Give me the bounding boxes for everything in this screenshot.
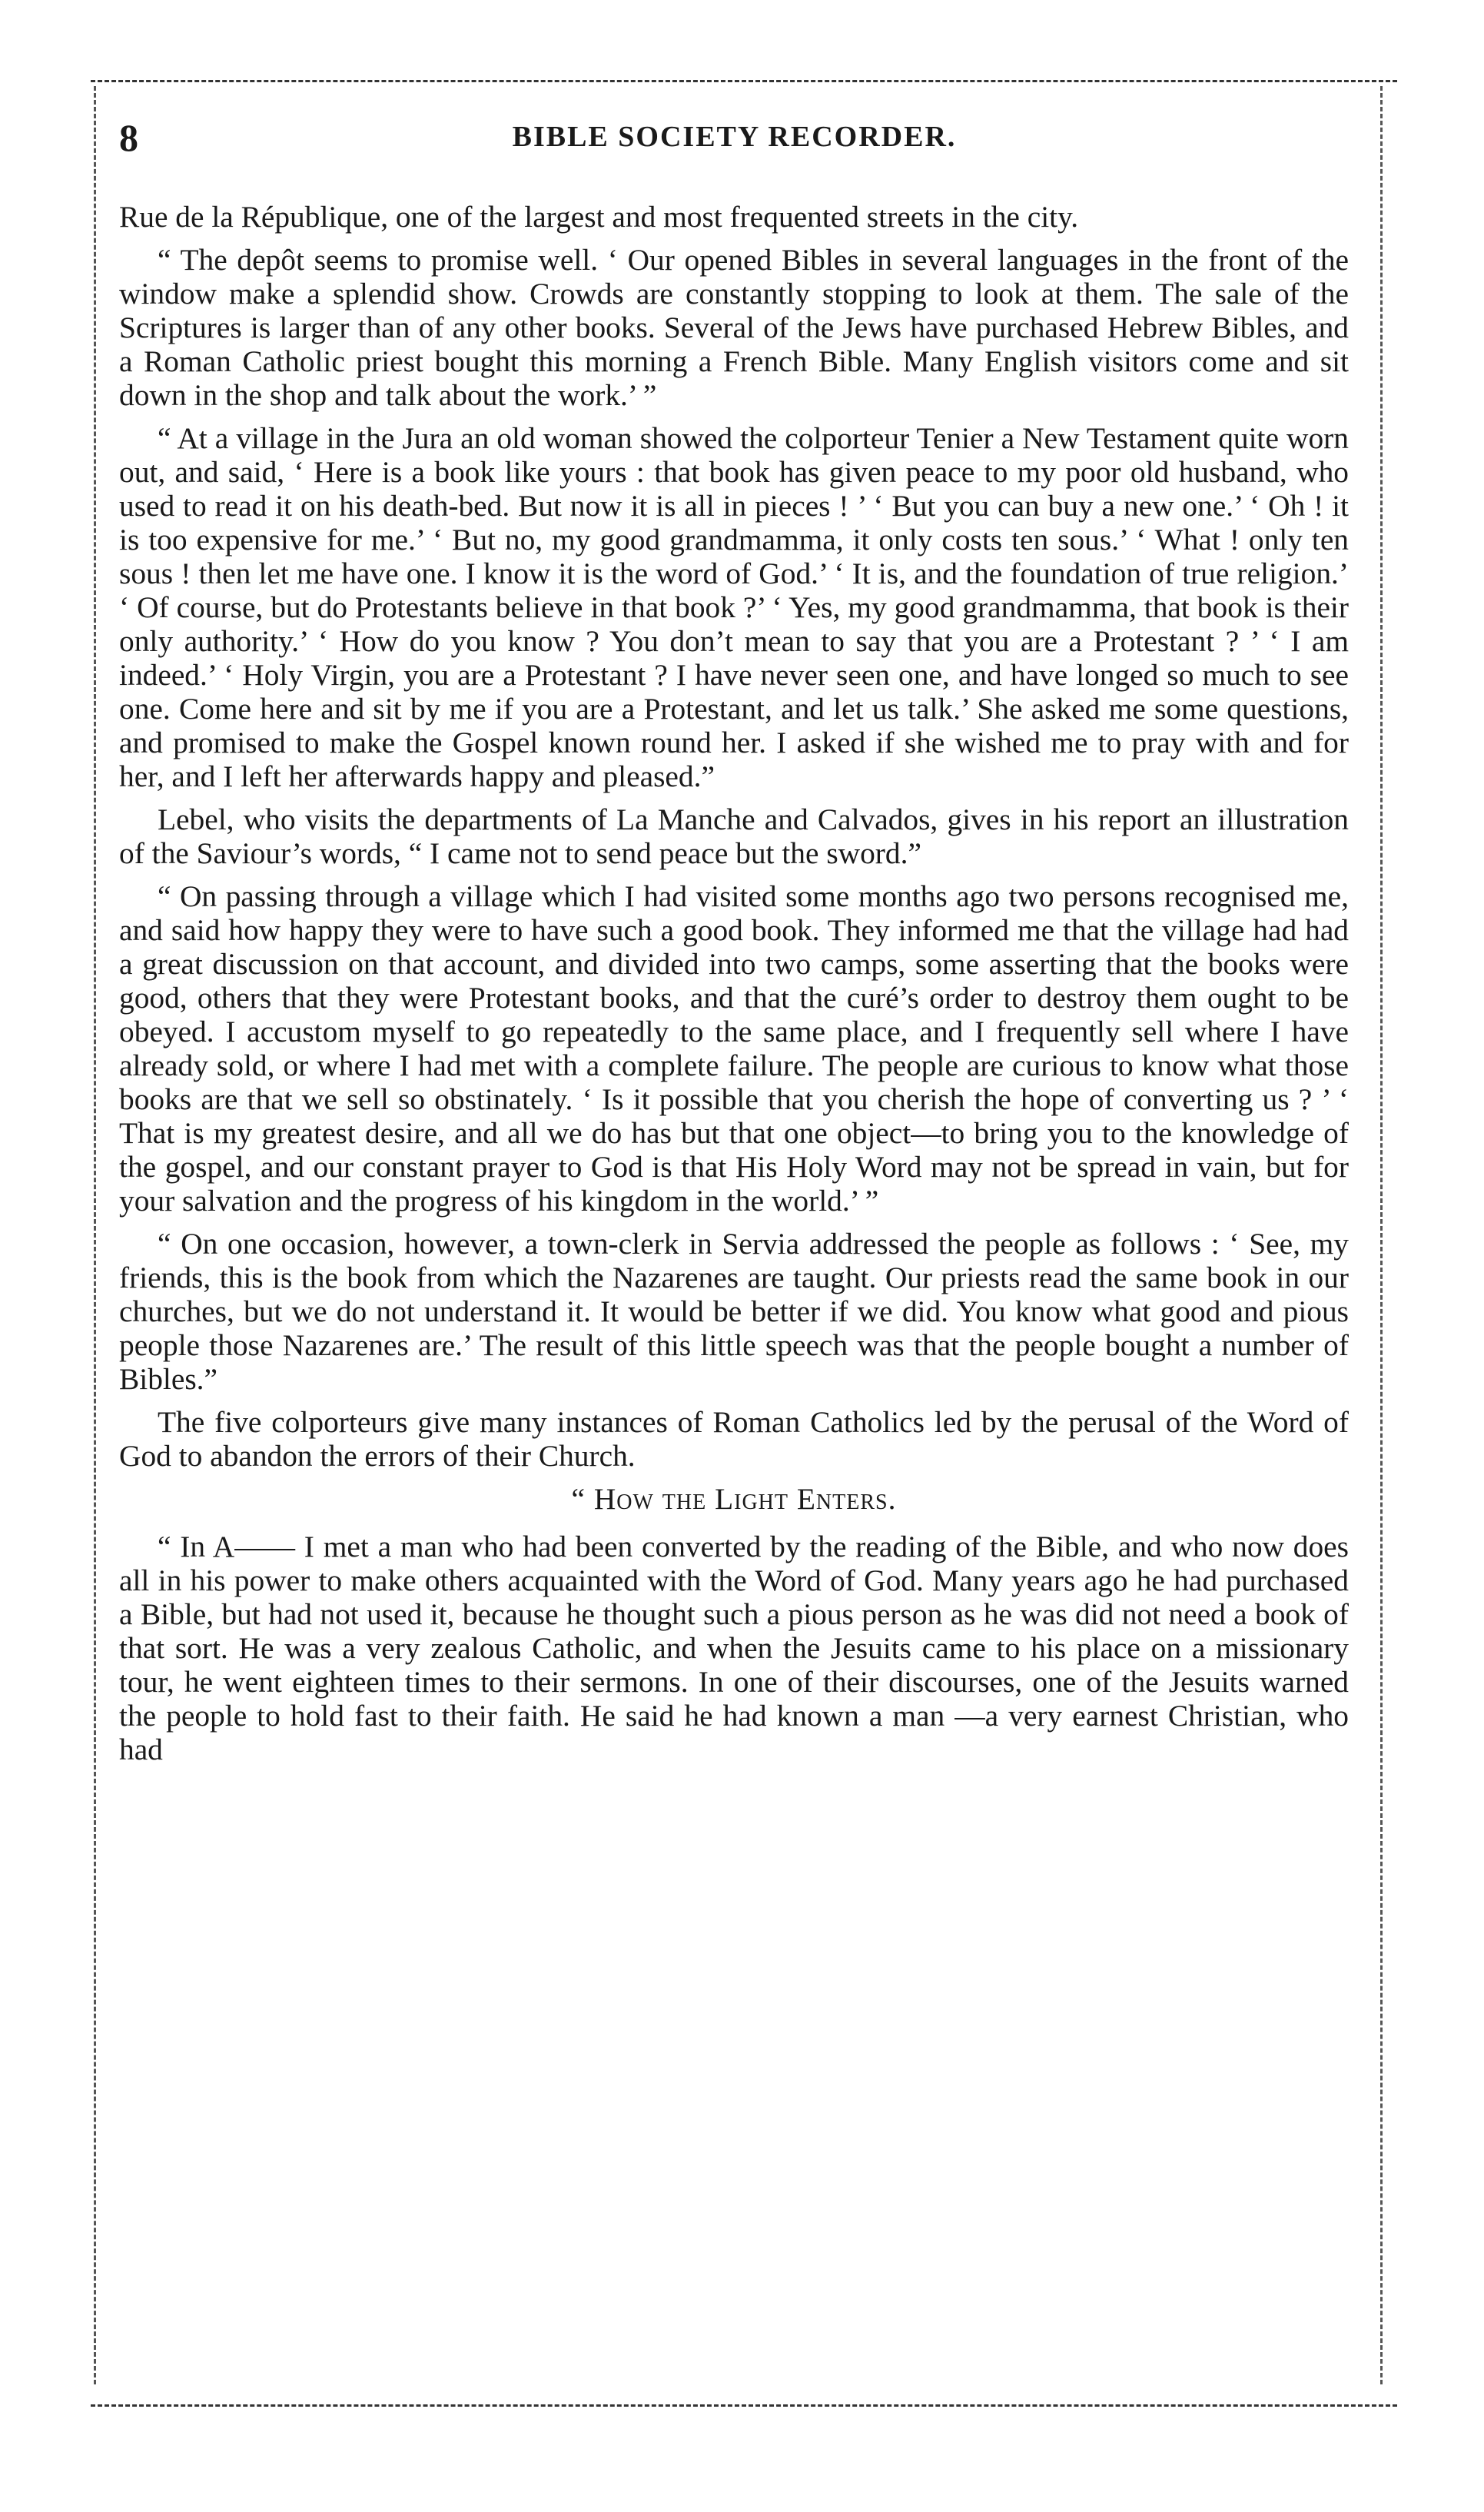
article-body — [119, 200, 1349, 1776]
right-border-rule — [1380, 86, 1383, 2384]
running-title: BIBLE SOCIETY RECORDER. — [512, 121, 957, 153]
bottom-border-rule — [91, 2404, 1397, 2407]
paragraph-jura-village: “ At a village in the Jura an old woman showed the colporteur Tenier a New Testament quite worn out, and said, ‘ Here is a book like yours : that book has given peace to my poor old husband, who used to read it on his death-bed. But now it is all in pieces ! ’ ‘ But you can buy a new one.’ ‘ Oh ! it is too expensive for me.’ ‘ But no, my good grandmamma, it only costs ten sous.’ ‘ What ! only ten sous ! then let me have one. I know it is the word of God.’ ‘ It is, and the foundation of true religion.’ ‘ Of course, but do Protestants believe in that book ?’ ‘ Yes, my good grandmamma, that book is their only authority.’ ‘ How do you know ? You don’t mean to say that you are a Protestant ? ’ ‘ I am indeed.’ ‘ Holy Virgin, you are a Protestant ? I have never seen one, and have longed so much to see one. Come here and sit by me if you are a Protestant, and let us talk.’ She asked me some questions, and promised to make the Gospel known round her. I asked if she wished me to pray with and for her, and I left her afterwards happy and pleased.” — [119, 421, 1349, 793]
paragraph-light-enters: “ In A—— I met a man who had been converted by the reading of the Bible, and who now does all in his power to make others acquainted with the Word of God. Many years ago he had purchased a Bible, but had not used it, because he thought such a pious person as he was did not need a book of that sort. He was a very zealous Catholic, and when the Jesuits came to his place on a missionary tour, he went eighteen times to their sermons. In one of their discourses, one of the Jesuits warned the people to hold fast to their faith. He said he had known a man —a very earnest Christian, who had — [119, 1530, 1349, 1766]
left-border-rule — [94, 86, 96, 2384]
paragraph-five-colporteurs: The five colporteurs give many instances of Roman Catholics led by the perusal of the Word of God to abandon the errors of their Church. — [119, 1405, 1349, 1473]
paragraph-continuation: Rue de la République, one of the largest and most frequented streets in the city. — [119, 200, 1079, 234]
paragraph-depot: “ The depôt seems to promise well. ‘ Our opened Bibles in several languages in the front of the window make a splendid show. Crowds are constantly stopping to look at them. The sale of the Scriptures is larger than of any other books. Several of the Jews have purchased Hebrew Bibles, and a Roman Catholic priest bought this morning a French Bible. Many English visitors come and sit down in the shop and talk about the work.’ ” — [119, 243, 1349, 412]
top-border-rule — [91, 80, 1397, 82]
page-header — [119, 115, 1350, 161]
paragraph-servia: “ On one occasion, however, a town-clerk in Servia addressed the people as follows : ‘ See, my friends, this is the book from which the Nazarenes are taught. Our priests read the same book in our churches, but we do not understand it. It would be better if we did. You know what good and pious people those Nazarenes are.’ The result of this little speech was that the people bought a number of Bibles.” — [119, 1227, 1349, 1396]
section-subheading: “ How the Light Enters. — [571, 1482, 897, 1516]
page-number: 8 — [119, 116, 139, 159]
paragraph-village-discussion: “ On passing through a village which I had visited some months ago two persons recognised me, and said how happy they were to have such a good book. They informed me that the village had had a great discussion on that account, and divided into two camps, some asserting that the books were good, others that they were Protestant books, and that the curé’s order to destroy them ought to be obeyed. I accustom myself to go repeatedly to the same place, and I frequently sell where I have already sold, or where I had met with a complete failure. The people are curious to know what those books are that we sell so obstinately. ‘ Is it possible that you cherish the hope of converting us ? ’ ‘ That is my greatest desire, and all we do has but that one object—to bring you to the knowledge of the gospel, and our constant prayer to God is that His Holy Word may not be spread in vain, but for your salvation and the progress of his kingdom in the world.’ ” — [119, 879, 1349, 1218]
paragraph-lebel: Lebel, who visits the departments of La Manche and Calvados, gives in his report an illustration of the Saviour’s words, “ I came not to send peace but the sword.” — [119, 802, 1349, 870]
